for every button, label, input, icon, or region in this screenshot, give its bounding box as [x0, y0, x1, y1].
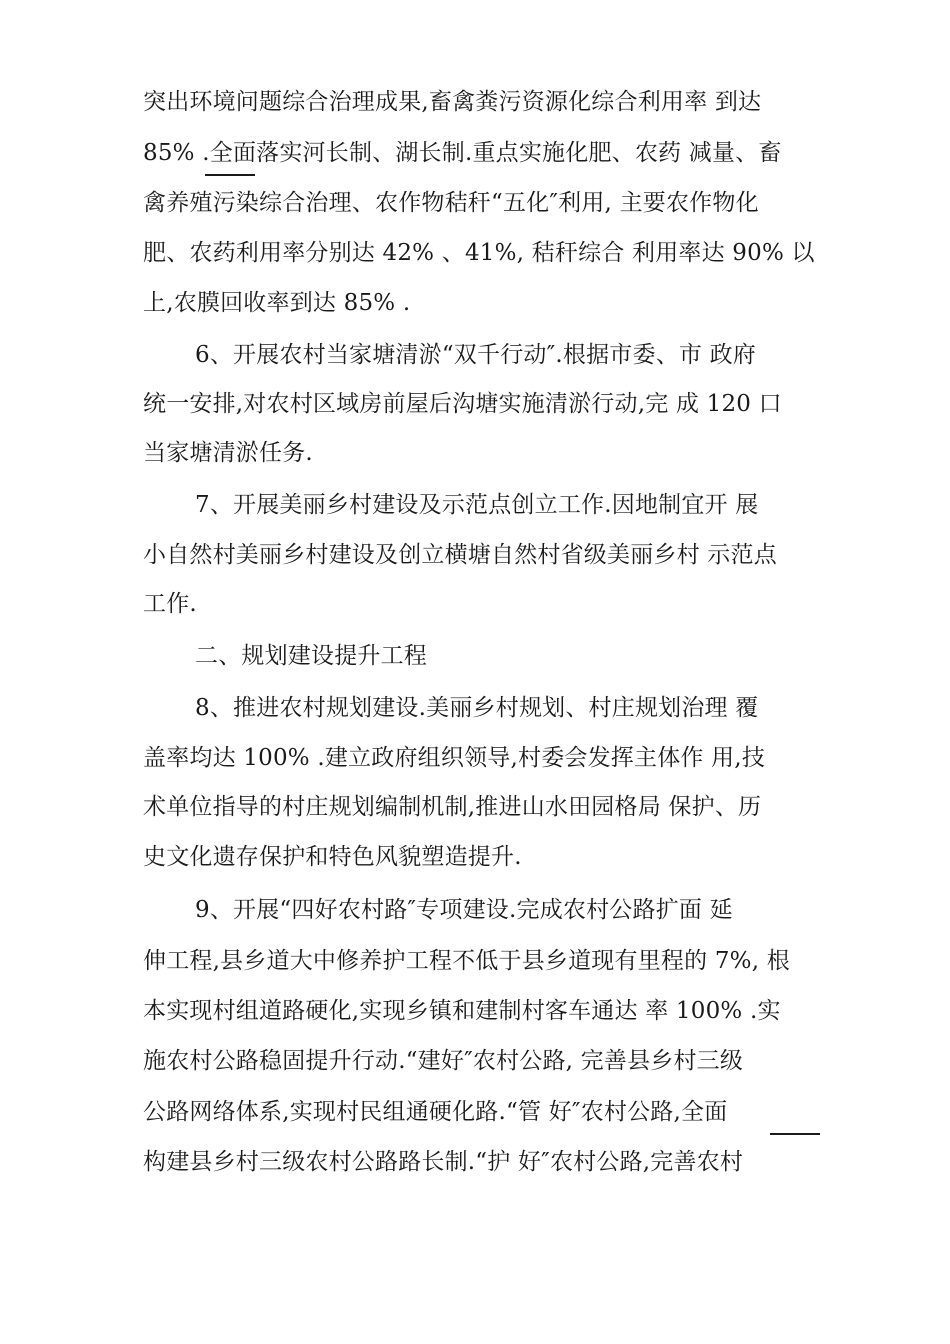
text-line: 肥、农药利用率分别达 42% 、41%, 秸秆综合 利用率达 90% 以: [143, 240, 815, 266]
text-line: 85% .全面落实河长制、湖长制.重点实施化肥、农药 减量、畜: [143, 140, 782, 166]
text-line: 9、开展“四好农村路″专项建设.完成农村公路扩面 延: [195, 897, 733, 923]
text-line: 史文化遗存保护和特色风貌塑造提升.: [143, 844, 522, 870]
text-line: 7、开展美丽乡村建设及示范点创立工作.因地制宜开 展: [195, 492, 759, 518]
text-line: 本实现村组道路硬化,实现乡镇和建制村客车通达 率 100% .实: [143, 998, 781, 1024]
text-line: 术单位指导的村庄规划编制机制,推进山水田园格局 保护、历: [143, 794, 762, 820]
text-line: 上,农膜回收率到达 85% .: [143, 290, 411, 316]
text-line: 伸工程,县乡道大中修养护工程不低于县乡道现有里程的 7%, 根: [143, 948, 790, 974]
text-line: 统一安排,对农村区域房前屋后沟塘实施清淤行动,完 成 120 口: [143, 391, 782, 417]
text-line: 禽养殖污染综合治理、农作物秸秆“五化″利用, 主要农作物化: [143, 190, 759, 216]
text-line: 突出环境问题综合治理成果,畜禽粪污资源化综合利用率 到达: [143, 89, 762, 115]
text-line: 8、推进农村规划建设.美丽乡村规划、村庄规划治理 覆: [195, 695, 759, 721]
text-line: 当家塘清淤任务.: [143, 440, 313, 466]
underline-mark: [205, 174, 255, 176]
text-line: 小自然村美丽乡村建设及创立横塘自然村省级美丽乡村 示范点: [143, 542, 777, 568]
text-line: 盖率均达 100% .建立政府组织领导,村委会发挥主体作 用,技: [143, 745, 766, 771]
underline-mark: [770, 1133, 820, 1135]
text-line: 构建县乡村三级农村公路路长制.“护 好″农村公路,完善农村: [143, 1149, 744, 1175]
section-heading: 二、规划建设提升工程: [195, 643, 427, 669]
text-line: 工作.: [143, 591, 197, 617]
text-line: 施农村公路稳固提升行动.“建好″农村公路, 完善县乡村三级: [143, 1048, 744, 1074]
text-line: 公路网络体系,实现村民组通硬化路.“管 好″农村公路,全面: [143, 1099, 728, 1125]
text-line: 6、开展农村当家塘清淤“双千行动″.根据市委、市 政府: [195, 342, 757, 368]
